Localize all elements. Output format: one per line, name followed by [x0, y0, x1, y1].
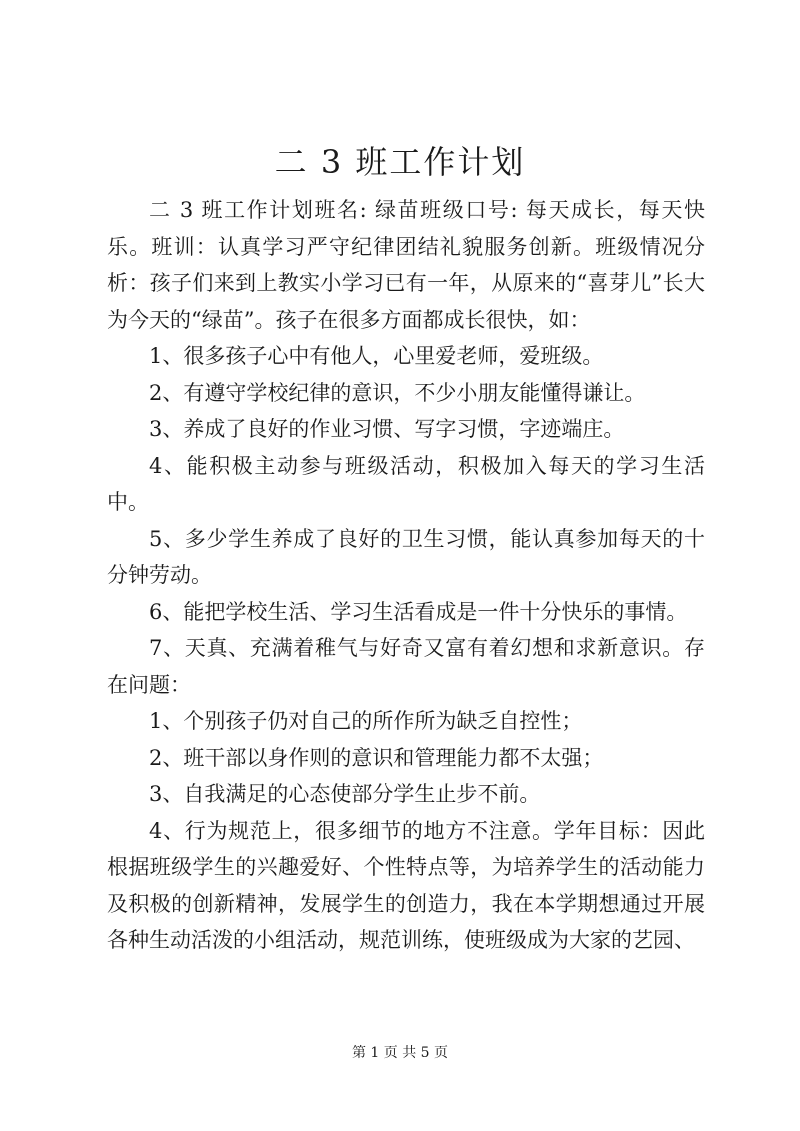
paragraph-item-7: 7、天真、充满着稚气与好奇又富有着幻想和求新意识。存在问题： — [107, 636, 705, 697]
paragraph-problem-1: 1、个别孩子仍对自己的所作所为缺乏自控性； — [149, 709, 583, 733]
paragraph-problem-2: 2、班干部以身作则的意识和管理能力都不太强； — [149, 745, 604, 770]
paragraph-problem-4: 4、行为规范上，很多细节的地方不注意。学年目标：因此根据班级学生的兴趣爱好、个性特点等，为培养学生的活动能力及积极的创新精神，发展学生的创造力，我在本学期想通过开展各种生动活泼的小组活动，规范训练，使班级成为大家的艺园、 — [107, 818, 705, 952]
paragraph-item-1: 1、很多孩子心中有他人，心里爱老师，爱班级。 — [149, 344, 604, 368]
paragraph-problem-3: 3、自我满足的心态使部分学生止步不前。 — [149, 782, 541, 806]
paragraph-item-4: 4、能积极主动参与班级活动，积极加入每天的学习生活中。 — [107, 453, 705, 514]
document-title: 二 3 班工作计划 — [274, 143, 526, 181]
paragraph-item-6: 6、能把学校生活、学习生活看成是一件十分快乐的事情。 — [149, 599, 688, 624]
paragraph-intro: 二 3 班工作计划班名: 绿苗班级口号: 每天成长，每天快乐。班训：认真学习严守纪律团结礼貌服务创新。班级情况分析：孩子们来到上教实小学习已有一年，从原来的“喜芽儿”长大为今天的“绿苗”。孩子在很多方面都成长很快，如： — [107, 198, 705, 332]
paragraph-item-2: 2、有遵守学校纪律的意识，不少小朋友能懂得谦让。 — [149, 380, 646, 405]
document-body — [107, 192, 705, 959]
page-footer: 第 1 页 共 5 页 — [351, 1045, 449, 1061]
paragraph-item-3: 3、养成了良好的作业习惯、写字习惯，字迹端庄。 — [149, 417, 625, 441]
paragraph-item-5: 5、多少学生养成了良好的卫生习惯，能认真参加每天的十分钟劳动。 — [107, 526, 705, 587]
